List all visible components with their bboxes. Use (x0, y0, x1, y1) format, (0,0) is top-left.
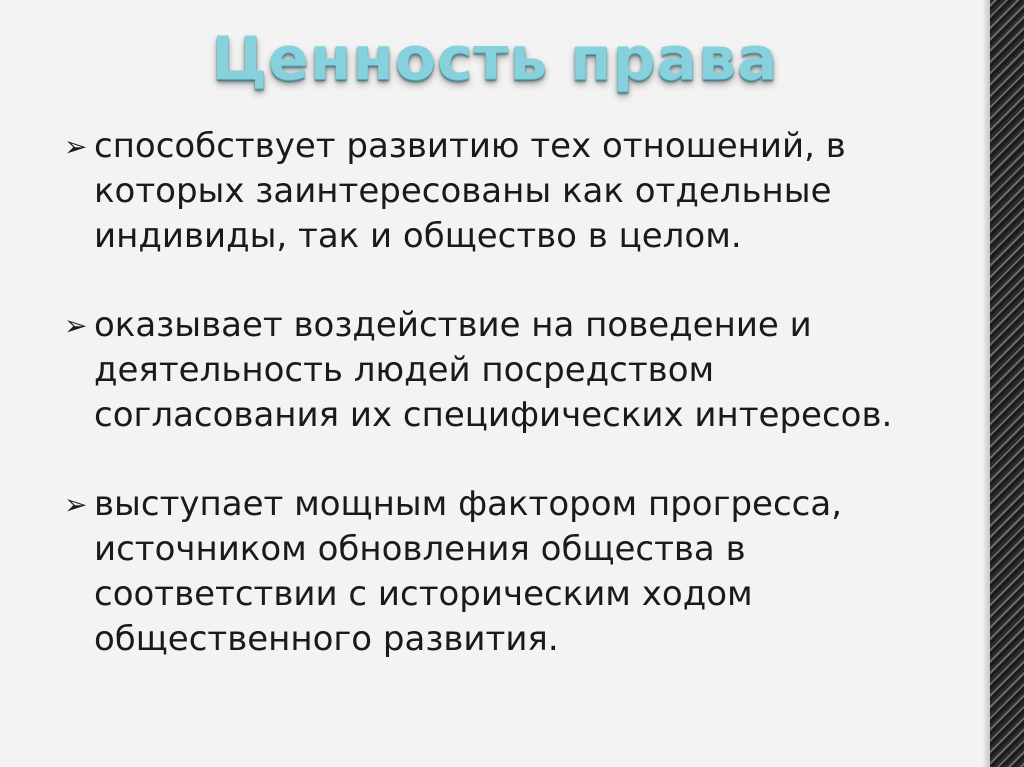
page-edge-decoration (990, 0, 1024, 767)
bullet-line: индивиды, так и общество в целом. (94, 216, 742, 256)
arrow-bullet-icon: ➢ (64, 309, 88, 342)
bullet-text (94, 303, 964, 438)
bullet-text (94, 482, 964, 662)
bullet-line: выступает мощным фактором прогресса, (94, 484, 842, 524)
bullet-item (64, 124, 964, 259)
bullet-text (94, 124, 964, 259)
bullet-line: деятельность людей посредством (94, 350, 715, 390)
bullet-line: согласования их специфических интересов. (94, 395, 893, 435)
slide-title: Ценность права (211, 24, 779, 94)
bullet-line: соответствии с историческим ходом (94, 574, 753, 614)
bullet-line: которых заинтересованы как отдельные (94, 171, 832, 211)
bullet-list (64, 124, 964, 706)
bullet-line: оказывает воздействие на поведение и (94, 305, 812, 345)
bullet-line: источником обновления общества в (94, 529, 746, 569)
bullet-item (64, 482, 964, 662)
page-edge-shadow (982, 0, 990, 767)
bullet-line: общественного развития. (94, 619, 559, 659)
bullet-line: способствует развитию тех отношений, в (94, 126, 846, 166)
bullet-item (64, 303, 964, 438)
arrow-bullet-icon: ➢ (64, 488, 88, 521)
arrow-bullet-icon: ➢ (64, 130, 88, 163)
